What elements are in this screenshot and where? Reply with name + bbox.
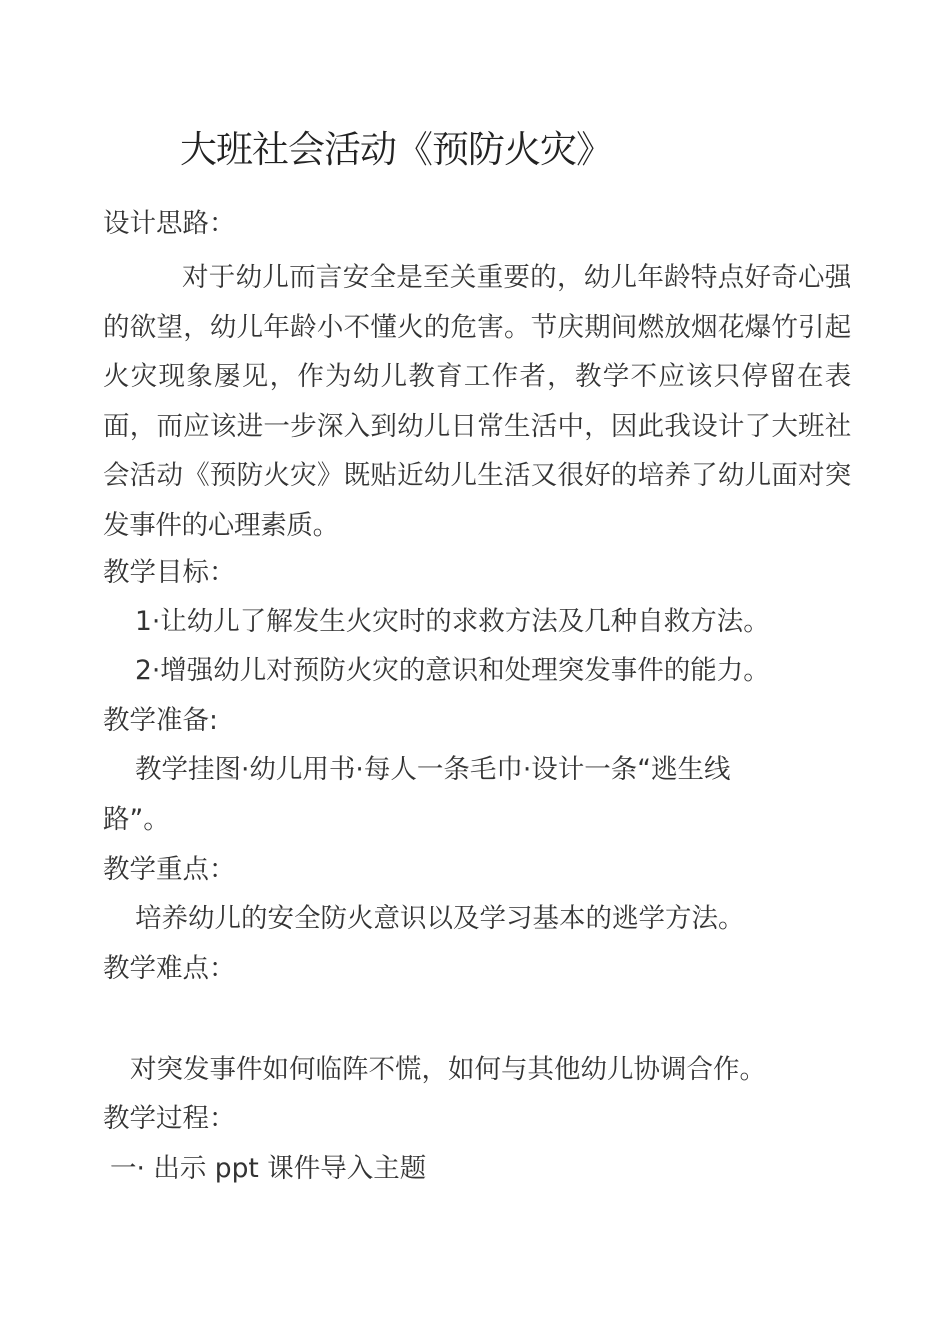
document-title: 大班社会活动《预防火灾》: [180, 128, 612, 171]
goals-heading: 教学目标：: [103, 557, 236, 588]
difficulty-text: 对突发事件如何临阵不慌，如何与其他幼儿协调合作。: [130, 1054, 766, 1085]
process-step-1: 一· 出示 ppt 课件导入主题: [110, 1153, 427, 1184]
design-paragraph: 对于幼儿而言安全是至关重要的，幼儿年龄特点好奇心强的欲望，幼儿年龄小不懂火的危害。节庆期间燃放烟花爆竹引起火灾现象屡见，作为幼儿教育工作者，教学不应该只停留在表面，而应该进一步深入到幼儿日常生活中，因此我设计了大班社会活动《预防火灾》既贴近幼儿生活又很好的培养了幼儿面对突发事件的心理素质。: [103, 262, 851, 541]
preparation-line-1: 教学挂图·幼儿用书·每人一条毛巾·设计一条“逃生线: [135, 754, 731, 785]
goal-item-1: 1·让幼儿了解发生火灾时的求救方法及几种自救方法。: [135, 606, 770, 637]
key-points-text: 培养幼儿的安全防火意识以及学习基本的逃学方法。: [135, 903, 745, 934]
goal-item-2: 2·增强幼儿对预防火灾的意识和处理突发事件的能力。: [135, 655, 770, 686]
design-heading: 设计思路：: [103, 208, 236, 239]
key-points-heading: 教学重点：: [103, 854, 236, 885]
process-heading: 教学过程：: [103, 1103, 236, 1134]
preparation-heading: 教学准备:: [103, 705, 218, 736]
difficulty-heading: 教学难点：: [103, 953, 236, 984]
preparation-line-2: 路”。: [103, 804, 170, 835]
